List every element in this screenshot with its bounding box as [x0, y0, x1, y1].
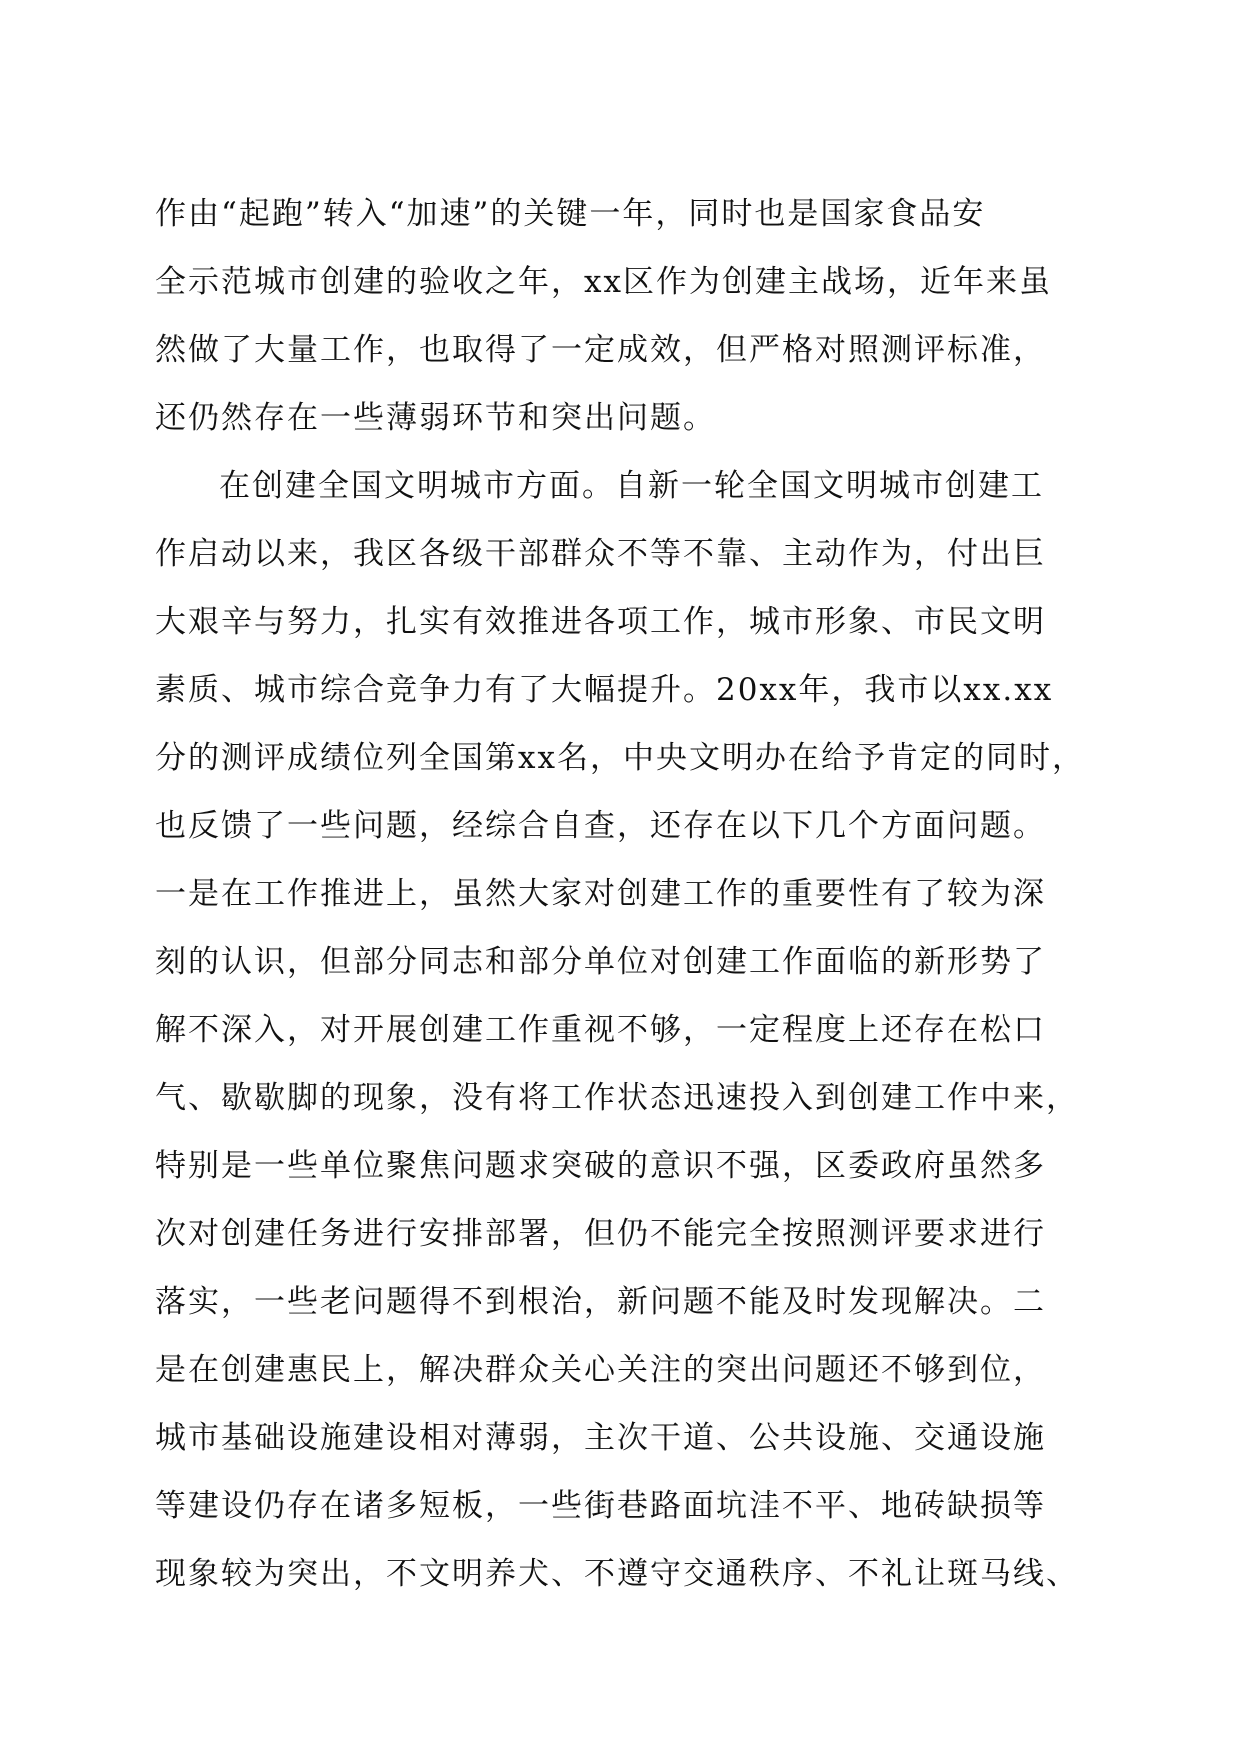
text-line: 落实，一些老问题得不到根治，新问题不能及时发现解决。二 — [155, 1284, 1046, 1320]
text-line: 现象较为突出，不文明养犬、不遵守交通秩序、不礼让斑马线、 — [155, 1556, 1079, 1592]
text-line: 然做了大量工作，也取得了一定成效，但严格对照测评标准， — [155, 332, 1046, 368]
text-line: 素质、城市综合竞争力有了大幅提升。20xx年，我市以xx.xx — [155, 672, 1054, 708]
text-line: 城市基础设施建设相对薄弱，主次干道、公共设施、交通设施 — [155, 1420, 1046, 1456]
text-line: 气、歇歇脚的现象，没有将工作状态迅速投入到创建工作中来， — [155, 1080, 1079, 1116]
text-line: 大艰辛与努力，扎实有效推进各项工作，城市形象、市民文明 — [155, 604, 1046, 640]
text-line: 还仍然存在一些薄弱环节和突出问题。 — [155, 400, 716, 436]
text-line: 特别是一些单位聚焦问题求突破的意识不强，区委政府虽然多 — [155, 1148, 1046, 1184]
text-line: 作由“起跑”转入“加速”的关键一年，同时也是国家食品安 — [155, 196, 986, 232]
text-line: 刻的认识，但部分同志和部分单位对创建工作面临的新形势了 — [155, 944, 1046, 980]
document-body — [155, 180, 1085, 1608]
text-line: 解不深入，对开展创建工作重视不够，一定程度上还存在松口 — [155, 1012, 1046, 1048]
text-line: 全示范城市创建的验收之年，xx区作为创建主战场，近年来虽 — [155, 264, 1052, 300]
text-line: 作启动以来，我区各级干部群众不等不靠、主动作为，付出巨 — [155, 536, 1046, 572]
paragraph-civilized-city — [155, 452, 1085, 1608]
text-line: 是在创建惠民上，解决群众关心关注的突出问题还不够到位， — [155, 1352, 1046, 1388]
text-line: 也反馈了一些问题，经综合自查，还存在以下几个方面问题。 — [155, 808, 1046, 844]
text-line: 在创建全国文明城市方面。自新一轮全国文明城市创建工 — [219, 468, 1044, 504]
paragraph-continuation — [155, 180, 1085, 452]
text-line: 一是在工作推进上，虽然大家对创建工作的重要性有了较为深 — [155, 876, 1046, 912]
text-line: 分的测评成绩位列全国第xx名，中央文明办在给予肯定的同时， — [155, 740, 1085, 776]
text-line: 等建设仍存在诸多短板，一些街巷路面坑洼不平、地砖缺损等 — [155, 1488, 1046, 1524]
text-line: 次对创建任务进行安排部署，但仍不能完全按照测评要求进行 — [155, 1216, 1046, 1252]
